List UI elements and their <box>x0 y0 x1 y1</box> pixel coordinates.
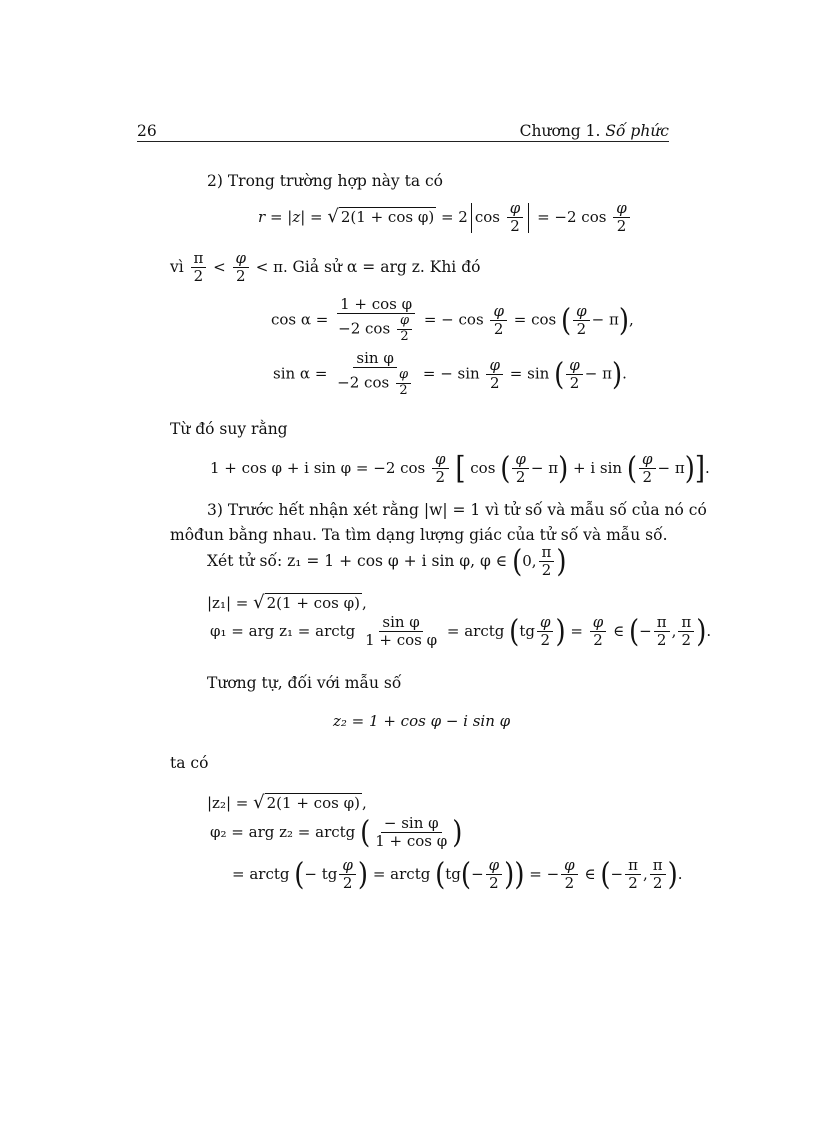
z2-expression: z₂ = 1 + cos φ − i sin φ <box>333 712 511 730</box>
conclude-text: Từ đó suy rằng <box>170 420 288 438</box>
equation-r: r = |z| = √ 2(1 + cos φ) = 2 cos $\frac{\varphi}{2}$ = −2 cos $\frac{\varphi}{2}$ <box>258 200 632 236</box>
equation-cos-alpha: cos α = 1 + cos φ −2 cos $\frac{\varphi}{2}$ = − cos $\frac{\varphi}{2}$ = cos ( $\frac{\varphi}{2}$ − π), <box>271 295 634 345</box>
we-have-text: ta có <box>170 754 209 772</box>
part3-line2: môđun bằng nhau. Ta tìm dạng lượng giác của tử số và mẫu số. <box>170 526 668 544</box>
abs-z1: |z₁| = √ 2(1 + cos φ) , <box>207 592 367 613</box>
chapter-title: Số phức <box>605 122 669 140</box>
because-line: vì $\frac{\pi}{2}$ < $\frac{\varphi}{2}$ < π. Giả sử α = arg z. Khi đó <box>170 249 481 286</box>
part2-intro: 2) Trong trường hợp này ta có <box>207 172 444 190</box>
page-number: 26 <box>137 122 157 140</box>
phi2-equation: φ₂ = arg z₂ = arctg ( $\frac{\text{− sin φ}}{\text{1 + cos φ}}$ ) <box>210 814 463 851</box>
running-header <box>520 122 669 140</box>
phi2-continuation: = arctg (− tg $\frac{\varphi}{2}$ ) = arctg (tg(− $\frac{\varphi}{2}$ )) = − $\frac{\varphi}{2}$ ∈ (− $\frac{\pi}{2}$ , $\frac{\pi}{2}$ ). <box>232 856 683 893</box>
equation-sin-alpha: sin α = sin φ −2 cos $\frac{\varphi}{2}$ = − sin $\frac{\varphi}{2}$ = sin ( $\frac{\varphi}{2}$ − π). <box>273 349 627 399</box>
abs-z2: |z₂| = √ 2(1 + cos φ) , <box>207 792 367 813</box>
header-rule <box>137 141 669 142</box>
chapter-prefix: Chương 1. <box>519 122 601 140</box>
equation-final: 1 + cos φ + i sin φ = −2 cos $\frac{\varphi}{2}$ [ cos ( $\frac{\varphi}{2}$ − π) + i sin ( $\frac{\varphi}{2}$ − π)]. <box>210 450 710 487</box>
phi1-equation: φ₁ = arg z₁ = arctg $\frac{\text{sin φ}}{\text{1 + cos φ}}$ = arctg (tg $\frac{\varphi}{2}$ ) = $\frac{\varphi}{2}$ ∈ (− $\frac{\pi}{2}$ , $\frac{\pi}{2}$ ). <box>210 613 712 650</box>
similar-text: Tương tự, đối với mẫu số <box>207 674 402 692</box>
part3-line1: 3) Trước hết nhận xét rằng |w| = 1 vì tử số và mẫu số của nó có <box>207 501 707 519</box>
numerator-definition: Xét tử số: z₁ = 1 + cos φ + i sin φ, φ ∈ (0, $\frac{\pi}{2}$ ) <box>207 543 567 580</box>
